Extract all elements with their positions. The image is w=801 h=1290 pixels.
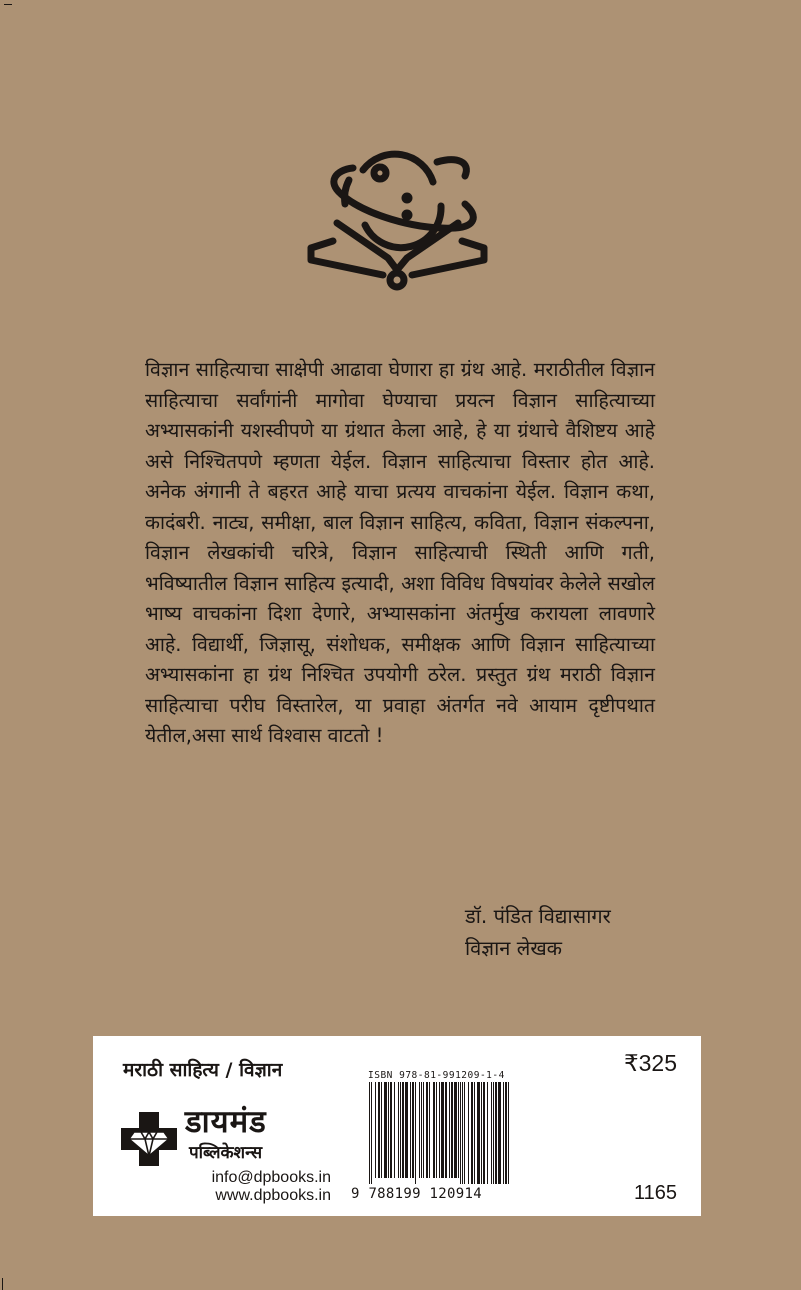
barcode-bar <box>390 1082 392 1178</box>
barcode-bar <box>426 1082 428 1178</box>
barcode-bar <box>421 1082 422 1178</box>
diamond-cross-icon <box>119 1110 179 1168</box>
author-signature <box>465 900 611 964</box>
barcode-bar <box>454 1082 457 1178</box>
barcode-bar <box>493 1082 494 1184</box>
barcode-bar <box>471 1082 473 1184</box>
barcode-bar <box>371 1082 372 1184</box>
planet-over-open-book-icon <box>305 130 490 295</box>
barcode-bar <box>439 1082 440 1178</box>
author-name: डॉ. पंडित विद्यासागर <box>465 904 611 928</box>
barcode-bar <box>402 1082 404 1178</box>
barcode-bar <box>412 1082 414 1178</box>
book-category: मराठी साहित्य / विज्ञान <box>123 1059 283 1081</box>
barcode-bar <box>388 1082 389 1178</box>
barcode-bar <box>415 1082 416 1184</box>
publisher-website: www.dpbooks.in <box>215 1187 331 1204</box>
barcode-bar <box>419 1082 420 1178</box>
barcode-bar <box>462 1082 463 1184</box>
barcode-bar <box>483 1082 485 1184</box>
isbn-label: ISBN 978-81-991209-1-4 <box>368 1070 505 1081</box>
barcode-bar <box>468 1082 469 1184</box>
barcode-bar <box>375 1082 376 1178</box>
crop-mark-top <box>4 4 12 5</box>
barcode-bar <box>458 1082 459 1178</box>
barcode-bar <box>369 1082 370 1184</box>
barcode-bar <box>477 1082 480 1184</box>
barcode-bar <box>449 1082 450 1178</box>
barcode-bar <box>491 1082 492 1184</box>
publisher-panel <box>93 1036 701 1216</box>
barcode-bar <box>405 1082 408 1178</box>
barcode-bar <box>410 1082 411 1178</box>
barcode-bar <box>460 1082 461 1184</box>
barcode-bar <box>429 1082 430 1178</box>
barcode-bar <box>400 1082 401 1178</box>
barcode-bar <box>487 1082 488 1184</box>
publisher-subtitle: पब्लिकेशन्स <box>189 1143 263 1163</box>
barcode-bar <box>381 1082 382 1178</box>
barcode-bar <box>498 1082 501 1184</box>
publisher-email: info@dpbooks.in <box>211 1169 331 1186</box>
barcode-bar <box>505 1082 507 1184</box>
barcode <box>368 1082 510 1184</box>
barcode-bar <box>398 1082 399 1178</box>
publisher-name: डायमंड <box>185 1104 267 1140</box>
barcode-bar <box>508 1082 509 1184</box>
barcode-bar <box>436 1082 437 1178</box>
barcode-bar <box>423 1082 424 1178</box>
author-title: विज्ञान लेखक <box>465 936 563 960</box>
barcode-bar <box>503 1082 504 1184</box>
barcode-bar <box>464 1082 465 1184</box>
price-label: ₹325 <box>623 1050 677 1076</box>
back-cover-blurb: विज्ञान साहित्याचा साक्षेपी आढावा घेणारा हा ग्रंथ आहे. मराठीतील विज्ञान साहित्याचा सर्वांगांनी मागोवा घेण्याचा प्रयत्न विज्ञान साहित्याच्या अभ्यासकांनी यशस्वीपणे या ग्रंथात केला आहे, हे या ग्रंथाचे वैशिष्टय आहे असे निश्चितपणे म्हणता येईल. विज्ञान साहित्याचा विस्तार होत आहे. अनेक अंगानी ते बहरत आहे याचा प्रत्यय वाचकांना येईल. विज्ञान कथा, कादंबरी. नाट्य, समीक्षा, बाल विज्ञान साहित्य, कविता, विज्ञान संकल्पना, विज्ञान लेखकांची चरित्रे, विज्ञान साहित्याची स्थिती आणि गती, भविष्यातील विज्ञान साहित्य इत्यादी, अशा विविध विषयांवर केलेले सखोल भाष्य वाचकांना दिशा देणारे, अभ्यासकांना अंतर्मुख करायला लावणारे आहे. विद्यार्थी, जिज्ञासू, संशोधक, समीक्षक आणि विज्ञान साहित्याच्या अभ्यासकांना हा ग्रंथ निश्चित उपयोगी ठरेल. प्रस्तुत ग्रंथ मराठी विज्ञान साहित्याचा परीघ विस्तारेल, या प्रवाहा अंतर्गत नवे आयाम दृष्टीपथात येतील,असा सार्थ विश्वास वाटतो ! <box>145 358 655 747</box>
barcode-bar <box>384 1082 387 1178</box>
barcode-bar <box>495 1082 497 1184</box>
barcode-bar <box>433 1082 435 1178</box>
book-code: 1165 <box>633 1182 677 1204</box>
barcode-bar <box>441 1082 444 1178</box>
barcode-bar <box>378 1082 380 1178</box>
barcode-bar <box>474 1082 475 1184</box>
barcode-number: 9 788199 120914 <box>351 1186 482 1202</box>
barcode-bar <box>481 1082 482 1184</box>
barcode-bar <box>445 1082 447 1178</box>
barcode-bar <box>394 1082 395 1178</box>
crop-mark-bottom <box>2 1278 3 1290</box>
barcode-bar <box>451 1082 453 1178</box>
